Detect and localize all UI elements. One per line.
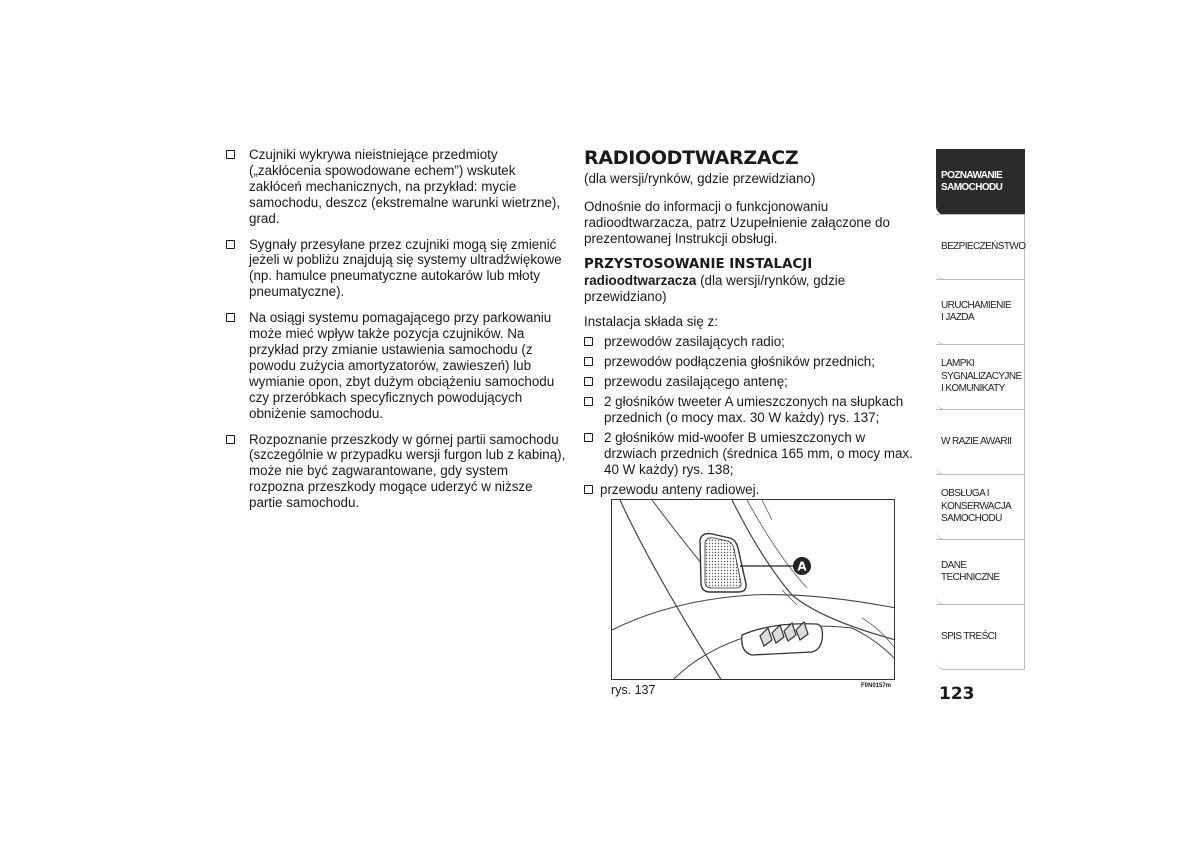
section-heading: RADIOODTWARZACZ — [584, 147, 799, 169]
figure-tweeter-illustration — [611, 499, 895, 680]
page-number: 123 — [939, 684, 975, 704]
tab-spis-tresci[interactable] — [936, 604, 1025, 670]
bullet-item — [226, 432, 566, 512]
tab-label: W RAZIE AWARII — [941, 435, 1012, 447]
checkbox-bullet-icon — [584, 485, 593, 494]
list-item-text: przewodu anteny radiowej. — [600, 481, 760, 497]
bullet-item — [226, 237, 566, 301]
list-intro: Instalacja składa się z: — [584, 314, 718, 330]
section-subtitle: (dla wersji/rynków, gdzie przewidziano) — [584, 171, 816, 186]
tab-label: DANE TECHNICZNE — [941, 559, 1000, 583]
bullet-item — [226, 310, 566, 421]
subsection-bold: radioodtwarzacza — [584, 272, 697, 288]
subsection-heading: PRZYSTOSOWANIE INSTALACJI — [584, 256, 813, 272]
tab-bezpieczenstwo[interactable] — [936, 214, 1025, 280]
right-column — [584, 147, 914, 502]
checkbox-bullet-icon — [584, 377, 593, 386]
figure-caption: rys. 137 — [611, 683, 656, 697]
checkbox-bullet-icon — [226, 150, 235, 159]
checkbox-bullet-icon — [584, 337, 593, 346]
bullet-item — [226, 147, 566, 227]
checkbox-bullet-icon — [226, 435, 235, 444]
list-item-text: 2 głośników tweeter A umieszczonych na słupkach przednich (o mocy max. 30 W każdy) rys. 137; — [604, 394, 904, 425]
list-item — [584, 482, 914, 498]
bullet-text: Czujniki wykrywa nieistniejące przedmioty („zakłócenia spowodowane echem”) wskutek zakłóceń mechanicznych, na przykład: mycie samochodu, deszcz (ekstremalne warunki wietrzne), grad. — [249, 147, 561, 226]
tab-w-razie-awarii[interactable] — [936, 409, 1025, 475]
tweeter-illustration — [612, 500, 895, 680]
checkbox-bullet-icon — [226, 313, 235, 322]
tab-label: LAMPKI SYGNALIZACYJNE I KOMUNIKATY — [941, 358, 1022, 395]
chapter-tabs — [936, 149, 1025, 669]
callout-label: A — [797, 559, 807, 574]
list-item — [584, 354, 914, 370]
tab-label: OBSŁUGA I KONSERWACJA SAMOCHODU — [941, 488, 1011, 525]
list-item — [584, 430, 914, 478]
checkbox-bullet-icon — [584, 357, 593, 366]
list-item-text: przewodów podłączenia głośników przednich; — [604, 354, 875, 370]
checkbox-bullet-icon — [584, 397, 593, 406]
list-item-text: przewodu zasilającego antenę; — [604, 374, 788, 390]
subsection-note — [584, 273, 914, 305]
tab-label: SPIS TREŚCI — [941, 630, 997, 642]
checkbox-bullet-icon — [226, 240, 235, 249]
bullet-text: Rozpoznanie przeszkody w górnej partii samochodu (szczególnie w przypadku wersji furgon lub z kabiną), może nie być zagwarantowane, gdy system rozpozna przeszkody mogące uderzyć w niższe partie samochodu. — [249, 431, 566, 511]
bullet-text: Sygnały przesyłane przez czujniki mogą się zmienić jeżeli w pobliżu znajdują się systemy ultradźwiękowe (np. hamulce pneumatyczne autokarów lub młoty pneumatyczne). — [249, 236, 562, 300]
subsection-rest: (dla wersji/rynków, gdzie przewidziano) — [584, 272, 846, 304]
list-item — [584, 334, 914, 350]
left-column — [226, 147, 566, 521]
list-item — [584, 394, 914, 426]
tab-poznawanie-samochodu[interactable] — [936, 149, 1025, 215]
figure-code: F0N0157m — [861, 683, 892, 689]
tab-label: POZNAWANIE SAMOCHODU — [941, 169, 1003, 193]
list-item-text: 2 głośników mid-woofer B umieszczonych w drzwiach przednich (średnica 165 mm, o mocy max. 40 W każdy) rys. 138; — [604, 429, 913, 477]
tab-uruchamienie-i-jazda[interactable] — [936, 279, 1025, 345]
list-item — [584, 374, 914, 390]
bullet-text: Na osiągi systemu pomagającego przy parkowaniu może mieć wpływ także pozycja czujników. Na przykład przy zmianie ustawienia samochodu (z powodu zużycia amortyzatorów, zawieszeń) lub wymianie opon, zbyt dużym obciążeniu samochodu czy przeróbkach specyficznych powodujących obniżenie samochodu. — [249, 310, 555, 421]
list-item-text: przewodów zasilających radio; — [604, 334, 785, 350]
intro-paragraph: Odnośnie do informacji o funkcjonowaniu radioodtwarzacza, patrz Uzupełnienie załączone do prezentowanej Instrukcji obsługi. — [584, 198, 890, 246]
checkbox-bullet-icon — [584, 433, 593, 442]
tab-label: BEZPIECZEŃSTWO — [941, 240, 1026, 252]
tab-obsluga-i-konserwacja[interactable] — [936, 474, 1025, 540]
tab-label: URUCHAMIENIE I JAZDA — [941, 299, 1012, 323]
tab-lampki-sygnalizacyjne[interactable] — [936, 344, 1025, 410]
tab-dane-techniczne[interactable] — [936, 539, 1025, 605]
